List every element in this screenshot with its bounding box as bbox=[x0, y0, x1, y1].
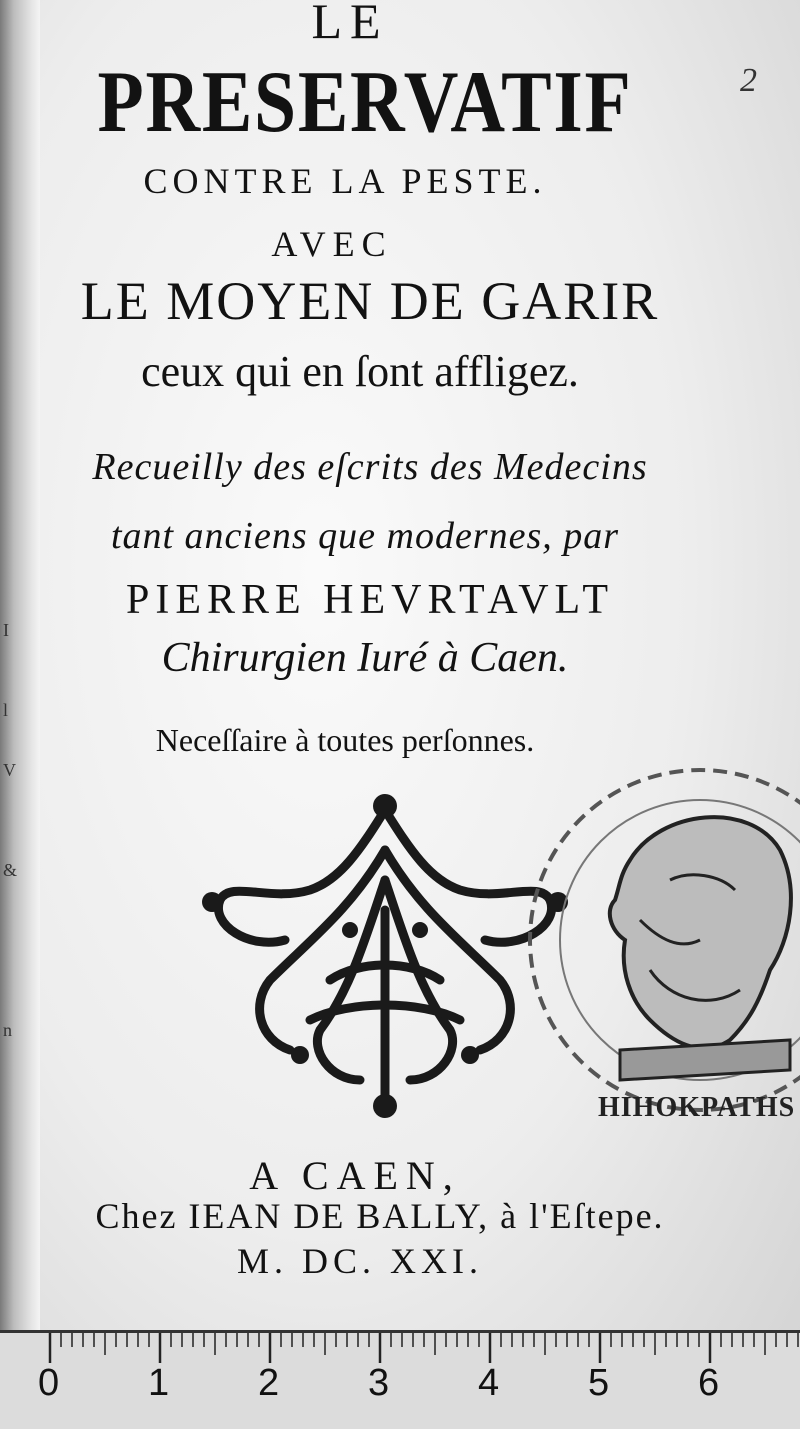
imprint-place: A CAEN, bbox=[249, 1153, 461, 1198]
author-title: Chirurgien Iuré à Caen. bbox=[161, 635, 569, 681]
title-le: LE bbox=[311, 0, 389, 49]
ruler-ticks bbox=[0, 1333, 800, 1373]
imprint-date: M. DC. XXI. bbox=[236, 1241, 483, 1281]
subtitle-recueilly: Recueilly des eſcrits des Medecins bbox=[92, 446, 648, 488]
ruler-number: 2 bbox=[258, 1362, 280, 1404]
title-contre-la-peste: CONTRE LA PESTE. bbox=[143, 161, 547, 201]
title-preservatif: PRESERVATIF bbox=[97, 54, 633, 151]
subtitle-tant-anciens: tant anciens que modernes, par bbox=[110, 515, 620, 557]
title-moyen: LE MOYEN DE GARIR bbox=[80, 271, 660, 331]
ruler-number: 4 bbox=[478, 1362, 500, 1404]
necessaire-line: Neceſſaire à toutes perſonnes. bbox=[155, 722, 535, 758]
spine-mark: l bbox=[3, 700, 9, 720]
ruler-number: 6 bbox=[698, 1362, 720, 1404]
stamp-label: HIHOKPATHS bbox=[598, 1092, 796, 1123]
spine-mark: V bbox=[3, 760, 16, 780]
title-ceux: ceux qui en ſont affligez. bbox=[141, 347, 579, 396]
title-avec: AVEC bbox=[271, 224, 393, 264]
ruler-number: 5 bbox=[588, 1362, 610, 1404]
author-name: PIERRE HEVRTAVLT bbox=[126, 577, 614, 623]
manuscript-mark: 2 bbox=[740, 62, 757, 99]
ruler-number: 3 bbox=[368, 1362, 390, 1404]
imprint-printer: Chez IEAN DE BALLY, à l'Eſtepe. bbox=[95, 1196, 665, 1236]
spine-mark: I bbox=[3, 620, 9, 640]
ruler-number: 0 bbox=[38, 1362, 60, 1404]
ruler-number: 1 bbox=[148, 1362, 170, 1404]
measurement-ruler bbox=[0, 1330, 800, 1429]
spine-mark: & bbox=[3, 860, 18, 880]
spine-mark: n bbox=[3, 1020, 12, 1040]
